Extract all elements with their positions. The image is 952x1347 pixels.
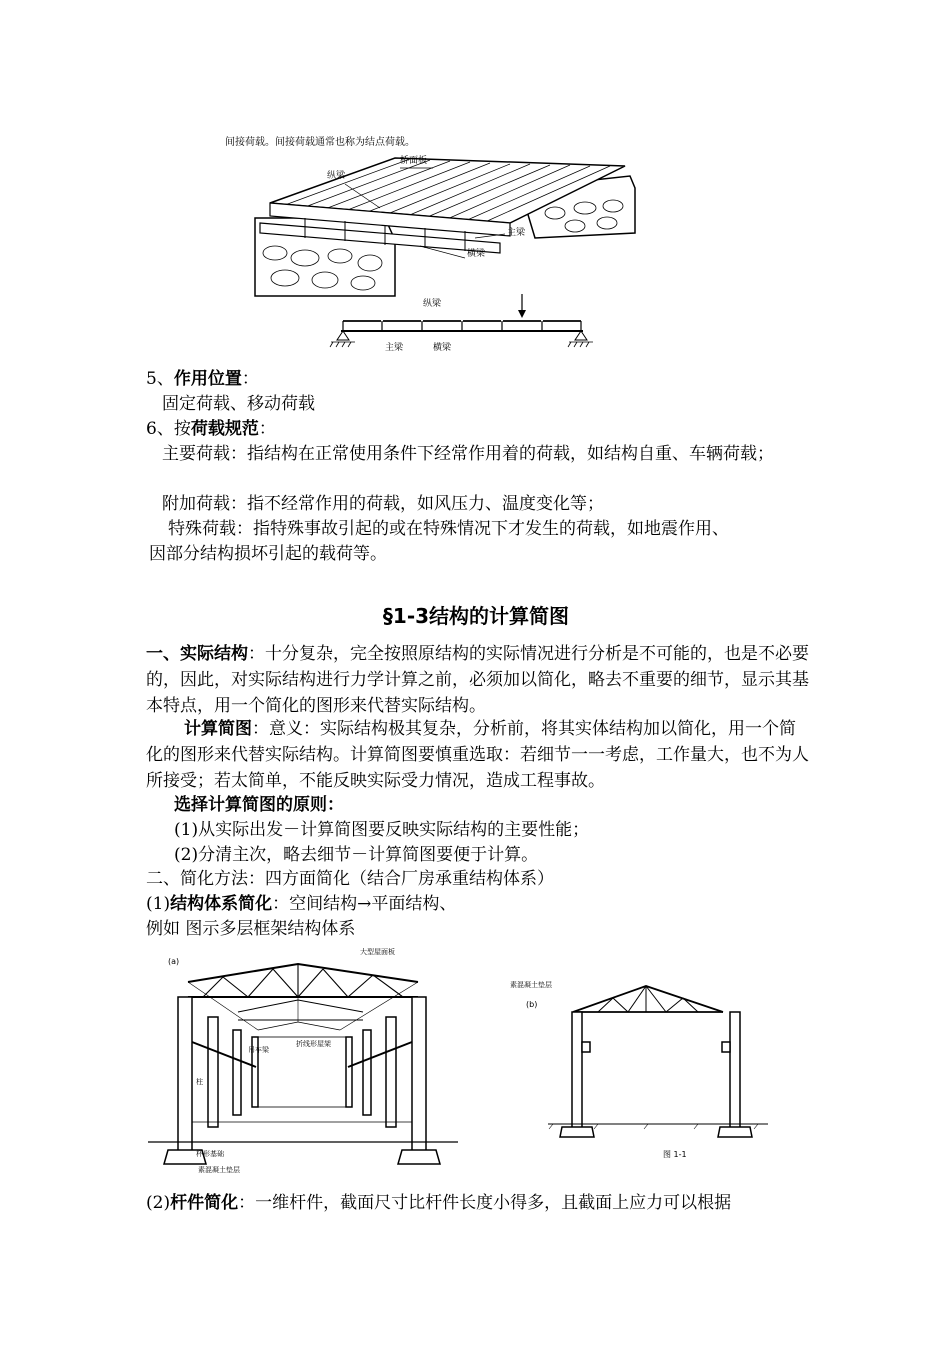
label-footing: 杯形基础 xyxy=(196,1150,224,1158)
bridge-caption: 间接荷载。间接荷载通常也称为结点荷载。 xyxy=(225,137,415,148)
factory-figure xyxy=(148,942,768,1182)
label-deck: 桥面板 xyxy=(400,156,428,166)
label-column: 柱 xyxy=(196,1078,203,1086)
fig-b-label: (b) xyxy=(526,1000,538,1009)
principle-2: (2)分清主次，略去细节－计算简图要便于计算。 xyxy=(174,845,539,865)
sec6-extra: 附加荷载：指不经常作用的荷载，如风压力、温度变化等； xyxy=(162,494,604,514)
sec6-special-1: 特殊荷载：指特殊事故引起的或在特殊情况下才发生的荷载，如地震作用、 xyxy=(168,519,729,539)
principle-1: (1)从实际出发－计算简图要反映实际结构的主要性能； xyxy=(174,820,590,840)
member-simplification-line: (2)杆件简化：一维杆件，截面尺寸比杆件长度小得多，且截面上应力可以根据 xyxy=(146,1193,732,1213)
bridge-deck-figure xyxy=(225,128,645,360)
label-cushion: 素混凝土垫层 xyxy=(198,1166,240,1174)
section-title: §1-3结构的计算简图 xyxy=(382,604,570,628)
method-item-1: (1)结构体系简化：空间结构→平面结构、 xyxy=(146,894,457,914)
sec6-main: 主要荷载：指结构在正常使用条件下经常作用着的荷载，如结构自重、车辆荷载； xyxy=(162,444,774,464)
sec6-special-2: 因部分结构损坏引起的载荷等。 xyxy=(149,544,387,564)
sec6-heading: 6、按荷载规范： xyxy=(146,419,276,439)
sec5-content: 固定荷载、移动荷载 xyxy=(162,394,315,414)
methods-line: 二、简化方法：四方面简化（结合厂房承重结构体系） xyxy=(146,869,554,889)
sec5-heading: 5、作用位置： xyxy=(146,369,259,389)
fig-a-label: (a) xyxy=(168,957,180,966)
label-main-beam: 主梁 xyxy=(507,228,526,238)
schematic-label-main-beam: 主梁 xyxy=(385,343,404,353)
label-crane-beam: 吊车梁 xyxy=(248,1046,269,1054)
label-roof: 大型屋面板 xyxy=(360,948,395,956)
calc-diagram-paragraph: 计算简图：意义：实际结构极其复杂，分析前，将其实体结构加以简化，用一个简化的图形来代替实际结构。计算简图要慎重选取：若细节一一考虑，工作量大，也不为人所接受；若太简单，不能反映实际受力情况，造成工程事故。 xyxy=(146,719,809,791)
label-truss: 折线形屋架 xyxy=(296,1040,331,1048)
schematic-label-stringer: 纵梁 xyxy=(423,299,442,309)
figure-number: 图 1-1 xyxy=(663,1150,687,1159)
principles-heading: 选择计算简图的原则： xyxy=(174,795,344,815)
methods-example: 例如 图示多层框架结构体系 xyxy=(146,919,356,939)
label-cross-beam: 横梁 xyxy=(467,249,486,259)
label-cushion-b: 素混凝土垫层 xyxy=(510,981,552,989)
label-stringer: 纵梁 xyxy=(327,171,346,181)
actual-structure-paragraph: 一、实际结构：十分复杂，完全按照原结构的实际情况进行分析是不可能的，也是不必要的，因此，对实际结构进行力学计算之前，必须加以简化，略去不重要的细节，显示其基本特点，用一个简化的图形来代替实际结构。 xyxy=(146,644,809,716)
schematic-label-cross-beam: 横梁 xyxy=(433,343,452,353)
